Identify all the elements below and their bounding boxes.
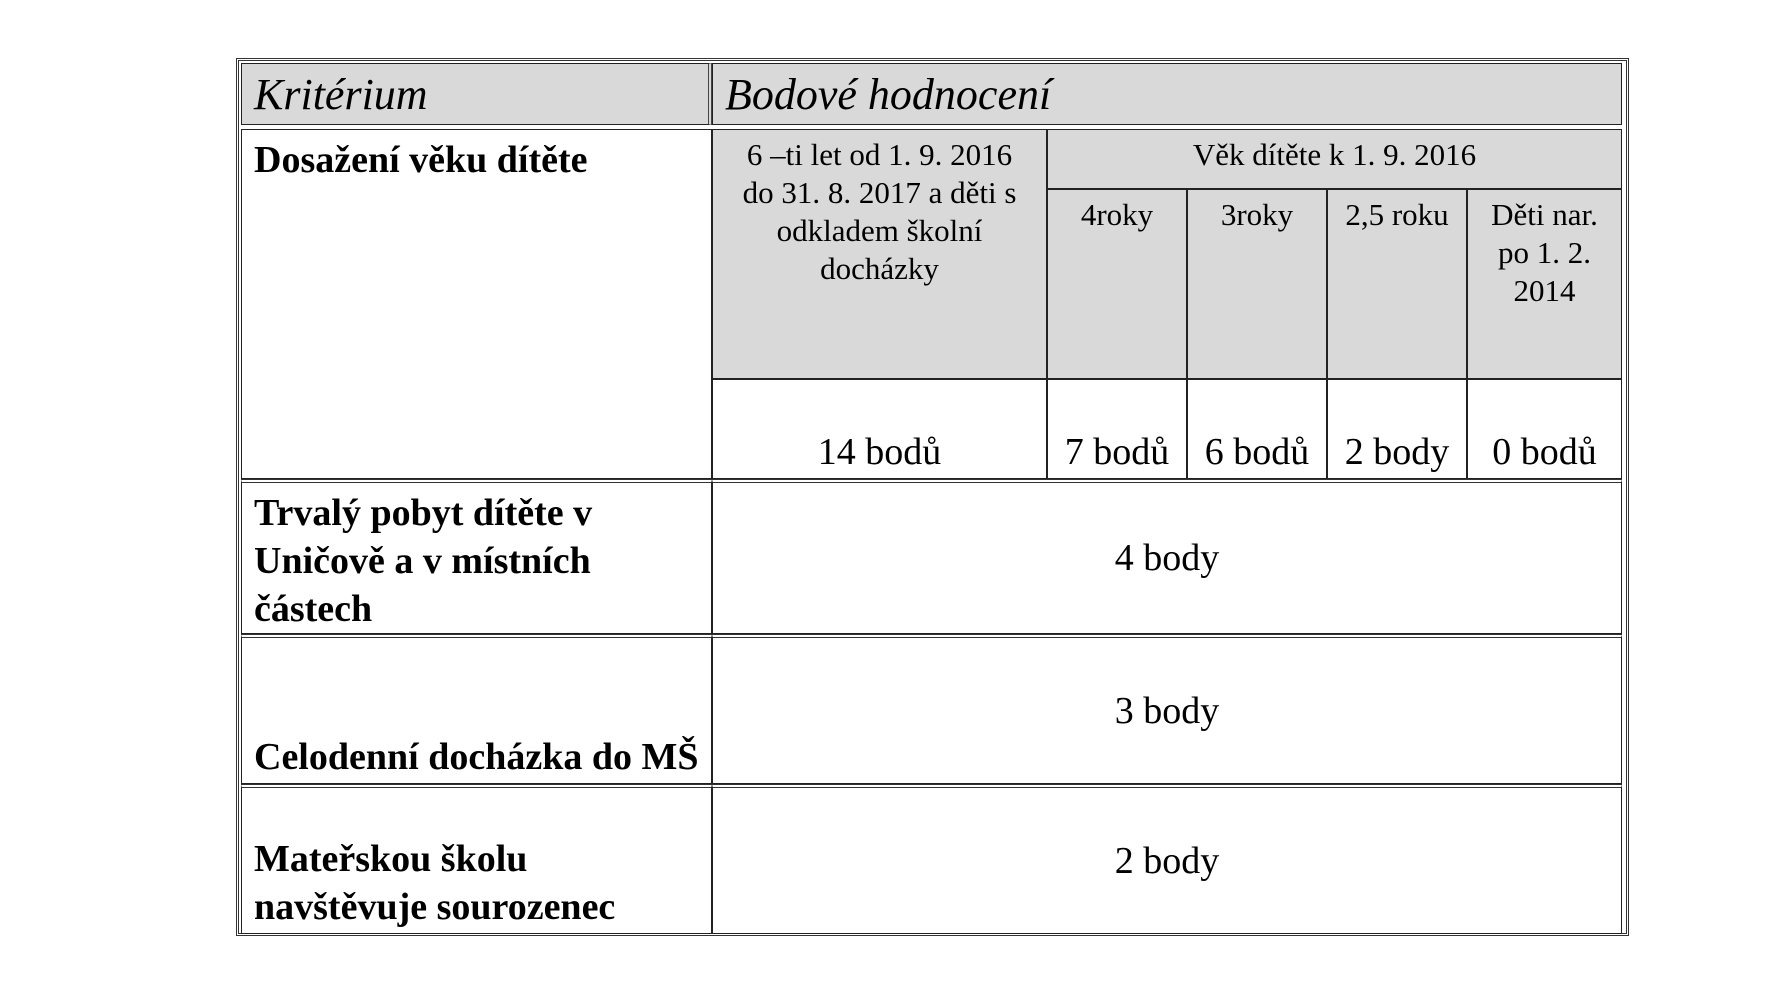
age-col-points: 2 body: [1327, 379, 1467, 479]
criteria-table-frame: [236, 58, 1629, 936]
age-row-top: [241, 129, 1622, 189]
criterion-label: Mateřskou školu navštěvuje sourozenec: [241, 784, 712, 934]
age-col-header: 2,5 roku: [1327, 189, 1467, 379]
age-col-points: 7 bodů: [1047, 379, 1187, 479]
age-col-header: 3roky: [1187, 189, 1327, 379]
age-col-header: 4roky: [1047, 189, 1187, 379]
criterion-label: Celodenní docházka do MŠ: [241, 634, 712, 784]
age-col-header: Děti nar. po 1. 2. 2014: [1467, 189, 1622, 379]
criterion-row: [241, 784, 1622, 934]
age-criterion-label: Dosažení věku dítěte: [241, 129, 712, 479]
criterion-points: 3 body: [712, 634, 1622, 784]
criterion-row: [241, 479, 1622, 634]
age-col-points: 6 bodů: [1187, 379, 1327, 479]
criteria-table: [241, 63, 1622, 934]
six-year-header: 6 –ti let od 1. 9. 2016 do 31. 8. 2017 a děti s odkladem školní docházky: [712, 129, 1047, 379]
table-header-row: [241, 63, 1622, 125]
criterion-label: Trvalý pobyt dítěte v Uničově a v místních částech: [241, 479, 712, 634]
header-criterion: Kritérium: [241, 63, 712, 125]
criterion-points: 4 body: [712, 479, 1622, 634]
age-group-header: Věk dítěte k 1. 9. 2016: [1047, 129, 1622, 189]
header-evaluation: Bodové hodnocení: [712, 63, 1622, 125]
six-year-points: 14 bodů: [712, 379, 1047, 479]
criterion-row: [241, 634, 1622, 784]
age-col-points: 0 bodů: [1467, 379, 1622, 479]
criterion-points: 2 body: [712, 784, 1622, 934]
